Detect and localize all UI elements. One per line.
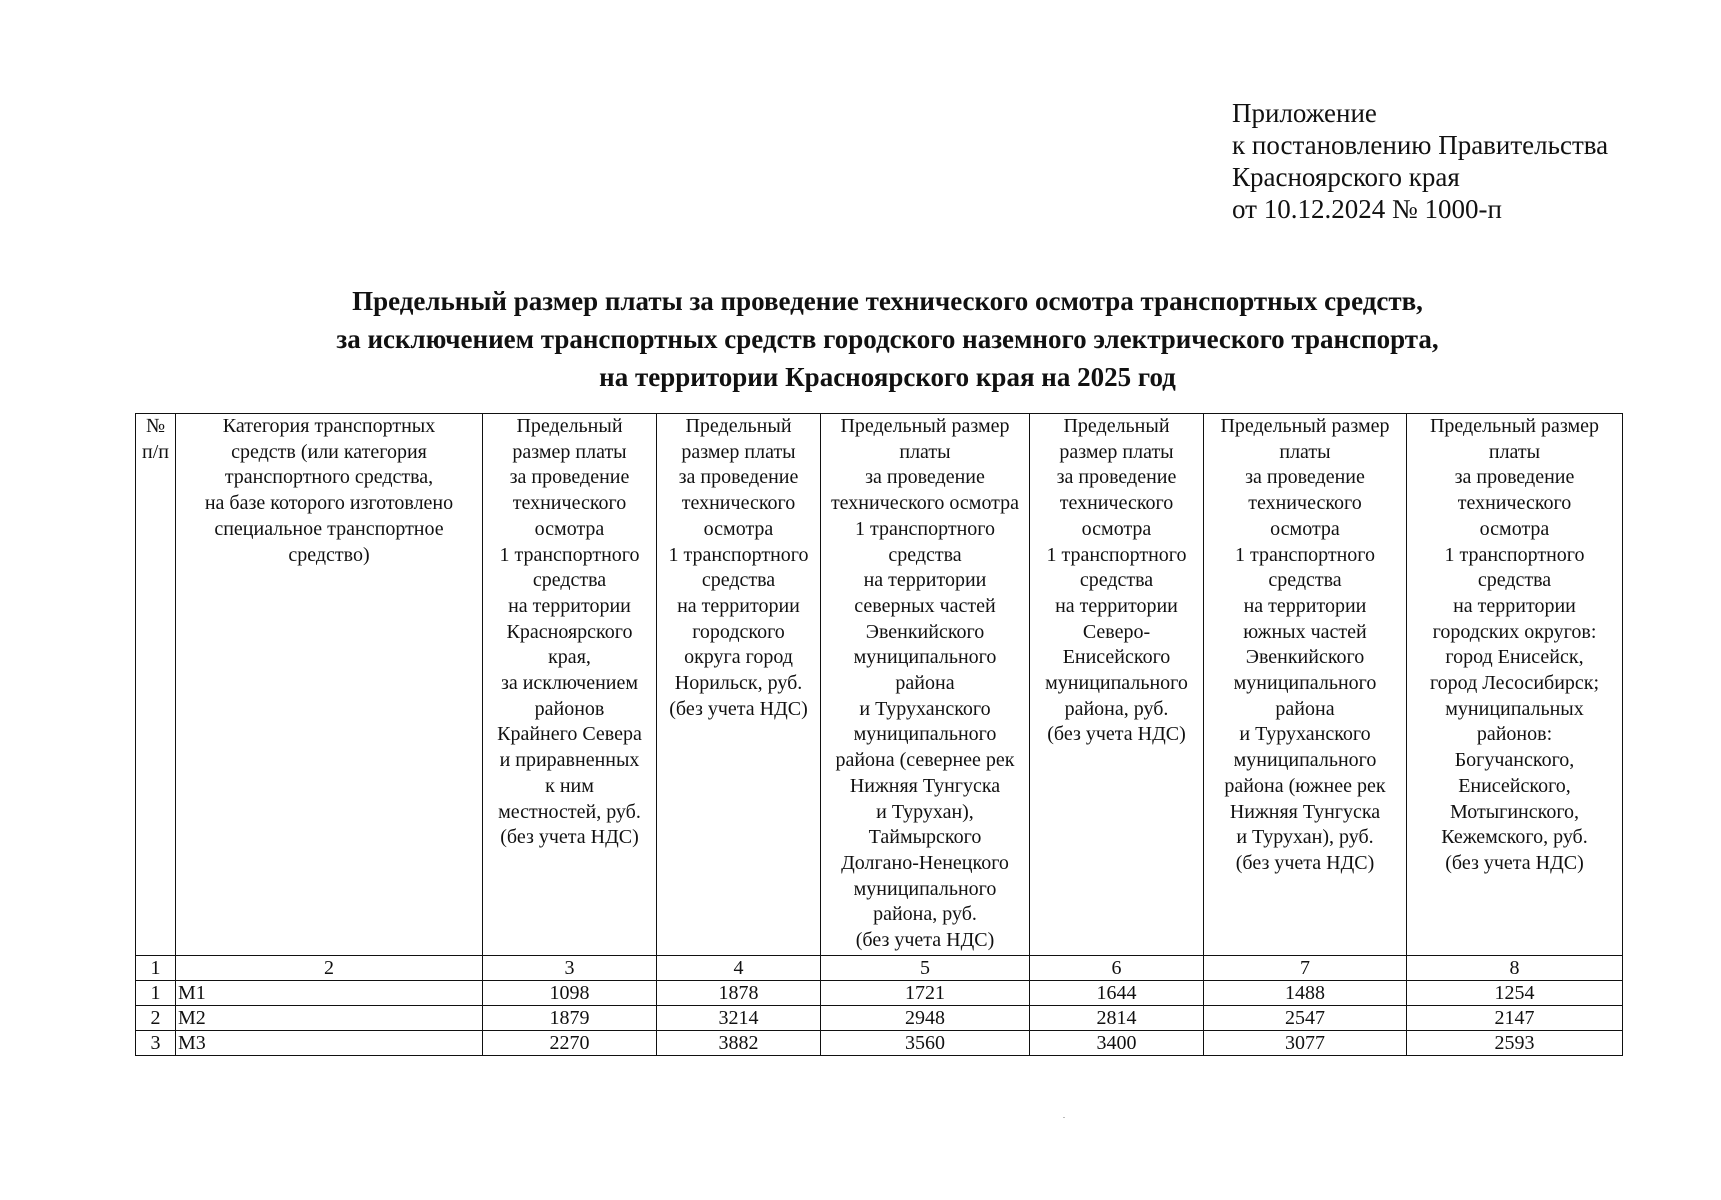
fee-cell: 1721 — [821, 981, 1030, 1006]
header-line: на территории — [677, 594, 800, 617]
header-line: на базе которого изготовлено — [204, 492, 454, 515]
appendix-line: Приложение — [1232, 98, 1377, 128]
header-line: края, — [548, 646, 591, 669]
header-line: технического — [1059, 492, 1174, 515]
header-line: платы — [899, 440, 951, 463]
header-cell — [657, 414, 821, 956]
fee-cell: 2547 — [1204, 1006, 1407, 1031]
header-line: (без учета НДС) — [500, 826, 639, 849]
header-line: района (южнее рек — [1224, 774, 1386, 797]
header-line: осмотра — [1479, 517, 1550, 540]
header-line: муниципального — [1233, 749, 1377, 772]
header-line: на территории — [1243, 594, 1367, 617]
header-line: района, руб. — [1064, 697, 1169, 720]
header-line: к ним — [545, 774, 594, 797]
header-line: средств (или категория — [231, 440, 427, 463]
fee-cell: 3400 — [1030, 1031, 1204, 1056]
category-cell: M1 — [176, 981, 483, 1006]
header-line: городских округов: — [1432, 620, 1597, 643]
header-line: северных частей — [854, 594, 996, 617]
header-line: муниципального — [1045, 672, 1188, 695]
header-line: средства — [1477, 569, 1552, 592]
header-line: осмотра — [534, 517, 605, 540]
header-line: муниципального — [853, 646, 997, 669]
header-cell — [1204, 414, 1407, 956]
header-line: Предельный размер — [1220, 415, 1390, 437]
header-line: на территории — [1453, 594, 1576, 617]
fee-cell: 3077 — [1204, 1031, 1407, 1056]
header-line: средства — [1268, 569, 1342, 592]
header-line: город Енисейск, — [1445, 646, 1584, 669]
header-line: осмотра — [1081, 517, 1152, 540]
header-line: 1 транспортного — [1046, 543, 1187, 566]
fee-cell: 2593 — [1407, 1031, 1623, 1056]
header-line: специальное транспортное — [214, 517, 444, 540]
header-line: 1 транспортного — [854, 517, 996, 540]
header-line: Предельный — [685, 415, 792, 437]
fee-cell: 1488 — [1204, 981, 1407, 1006]
fee-cell: 2814 — [1030, 1006, 1204, 1031]
header-line: Предельный размер — [840, 415, 1010, 437]
fee-cell: 2270 — [483, 1031, 657, 1056]
column-number-row — [136, 956, 1623, 981]
header-cell — [821, 414, 1030, 956]
header-line: Таймырского — [868, 826, 982, 849]
header-line: Категория транспортных — [222, 415, 436, 437]
header-line: Мотыгинского, — [1449, 800, 1580, 823]
fee-cell: 1254 — [1407, 981, 1623, 1006]
header-line: транспортного средства, — [224, 466, 434, 489]
header-line: за проведение — [1454, 466, 1575, 489]
header-line: Красноярского — [506, 620, 633, 643]
header-line: районов — [534, 697, 605, 720]
header-cell — [176, 414, 483, 956]
header-line: технического осмотра — [830, 492, 1020, 515]
header-line: Долгано-Ненецкого — [841, 851, 1009, 874]
header-line: осмотра — [1270, 517, 1340, 540]
header-line: технического — [681, 492, 796, 515]
header-line: за исключением — [500, 672, 639, 695]
header-line: южных частей — [1243, 620, 1367, 643]
column-number-cell: 5 — [821, 956, 1030, 981]
header-line: муниципального — [1233, 672, 1377, 695]
appendix-block — [1232, 97, 1608, 225]
header-line: технического — [512, 492, 627, 515]
header-line: за проведение — [865, 466, 985, 489]
fee-cell: 3214 — [657, 1006, 821, 1031]
header-line: района (севернее рек — [835, 749, 1015, 772]
header-line: муниципального — [853, 877, 997, 900]
header-line: муниципальных — [1445, 697, 1584, 720]
header-line: Богучанского, — [1454, 749, 1575, 772]
header-line: Кежемского, руб. — [1441, 826, 1588, 849]
column-number-cell: 2 — [176, 956, 483, 981]
fee-cell: 1098 — [483, 981, 657, 1006]
header-line: за проведение — [1245, 466, 1365, 489]
header-line: средства — [532, 569, 607, 592]
column-number-cell: 6 — [1030, 956, 1204, 981]
appendix-line: Красноярского края — [1232, 162, 1460, 192]
column-number-cell: 7 — [1204, 956, 1407, 981]
appendix-date-number: от 10.12.2024 № 1000-п — [1232, 194, 1502, 224]
header-line: Крайнего Севера — [497, 723, 642, 746]
header-line: 1 транспортного — [499, 543, 640, 566]
fee-cell: 3560 — [821, 1031, 1030, 1056]
header-line: Норильск, руб. — [674, 672, 803, 695]
header-line: Нижняя Тунгуска — [849, 774, 1001, 797]
fee-cell: 2147 — [1407, 1006, 1623, 1031]
header-line: средства — [701, 569, 776, 592]
fee-cell: 2948 — [821, 1006, 1030, 1031]
fee-cell: 3882 — [657, 1031, 821, 1056]
header-line: Предельный — [1063, 415, 1170, 437]
header-cell — [1407, 414, 1623, 956]
fee-table — [135, 413, 1623, 1056]
appendix-line: к постановлению Правительства — [1232, 130, 1609, 160]
header-line: платы — [1279, 440, 1331, 463]
category-cell: M3 — [176, 1031, 483, 1056]
header-line: Предельный — [516, 415, 623, 437]
header-line: Северо- — [1082, 620, 1151, 643]
row-number-cell: 3 — [136, 1031, 176, 1056]
title-line: Предельный размер платы за проведение технического осмотра транспортных средств, — [352, 286, 1423, 316]
header-line: 1 транспортного — [668, 543, 809, 566]
header-line: (без учета НДС) — [1445, 851, 1584, 874]
header-line: Енисейского — [1062, 646, 1171, 669]
header-line: района, руб. — [873, 903, 977, 926]
title-line: на территории Красноярского края на 2025 год — [599, 362, 1176, 392]
header-line: № — [145, 415, 166, 437]
header-line: Эвенкийского — [865, 620, 985, 643]
header-line: средства — [1079, 569, 1154, 592]
header-line: технического — [1248, 492, 1362, 515]
header-line: и Турухан), руб. — [1236, 826, 1374, 849]
header-line: за проведение — [509, 466, 630, 489]
table-row — [136, 1031, 1623, 1056]
table-row — [136, 981, 1623, 1006]
header-line: (без учета НДС) — [669, 697, 808, 720]
row-number-cell: 2 — [136, 1006, 176, 1031]
header-line: и Туруханского — [1239, 723, 1371, 746]
header-line: (без учета НДС) — [855, 929, 995, 952]
header-line: за проведение — [1056, 466, 1177, 489]
header-line: 1 транспортного — [1444, 543, 1585, 566]
header-line: платы — [1488, 440, 1541, 463]
fee-cell: 1878 — [657, 981, 821, 1006]
header-line: размер платы — [681, 440, 796, 463]
header-line: местностей, руб. — [498, 800, 641, 823]
fee-cell: 1644 — [1030, 981, 1204, 1006]
header-line: на территории — [508, 594, 631, 617]
header-line: на территории — [863, 569, 987, 592]
header-line: размер платы — [1059, 440, 1174, 463]
header-line: и Турухан), — [876, 800, 974, 823]
title-line: за исключением транспортных средств городского наземного электрического транспорта, — [336, 324, 1439, 354]
header-line: средства — [888, 543, 962, 566]
header-line: районов: — [1476, 723, 1553, 746]
header-line: городского — [692, 620, 785, 643]
header-line: на территории — [1055, 594, 1178, 617]
header-line: муниципального — [853, 723, 997, 746]
header-cell — [136, 414, 176, 956]
header-line: и приравненных — [499, 749, 640, 772]
document-title — [140, 282, 1635, 396]
header-line: размер платы — [512, 440, 627, 463]
category-cell: M2 — [176, 1006, 483, 1031]
column-number-cell: 3 — [483, 956, 657, 981]
header-line: осмотра — [703, 517, 774, 540]
column-number-cell: 1 — [136, 956, 176, 981]
row-number-cell: 1 — [136, 981, 176, 1006]
scan-speck — [1063, 1117, 1065, 1118]
header-line: Предельный размер — [1429, 415, 1600, 437]
header-line: (без учета НДС) — [1235, 851, 1375, 874]
header-line: и Туруханского — [859, 697, 991, 720]
header-line: технического — [1457, 492, 1572, 515]
header-line: района — [1275, 697, 1335, 720]
header-line: 1 транспортного — [1234, 543, 1376, 566]
header-cell — [483, 414, 657, 956]
header-line: района — [895, 672, 955, 695]
column-number-cell: 8 — [1407, 956, 1623, 981]
table-row — [136, 1006, 1623, 1031]
header-line: п/п — [142, 440, 169, 463]
header-line: Нижняя Тунгуска — [1229, 800, 1381, 823]
fee-cell: 1879 — [483, 1006, 657, 1031]
header-row — [136, 414, 1623, 956]
header-line: Енисейского, — [1458, 774, 1571, 797]
header-line: Эвенкийского — [1245, 646, 1365, 669]
header-cell — [1030, 414, 1204, 956]
column-number-cell: 4 — [657, 956, 821, 981]
header-line: за проведение — [678, 466, 799, 489]
header-line: округа город — [684, 646, 793, 669]
header-line: средство) — [288, 543, 370, 566]
header-line: (без учета НДС) — [1047, 723, 1186, 746]
header-line: город Лесосибирск; — [1429, 672, 1600, 695]
